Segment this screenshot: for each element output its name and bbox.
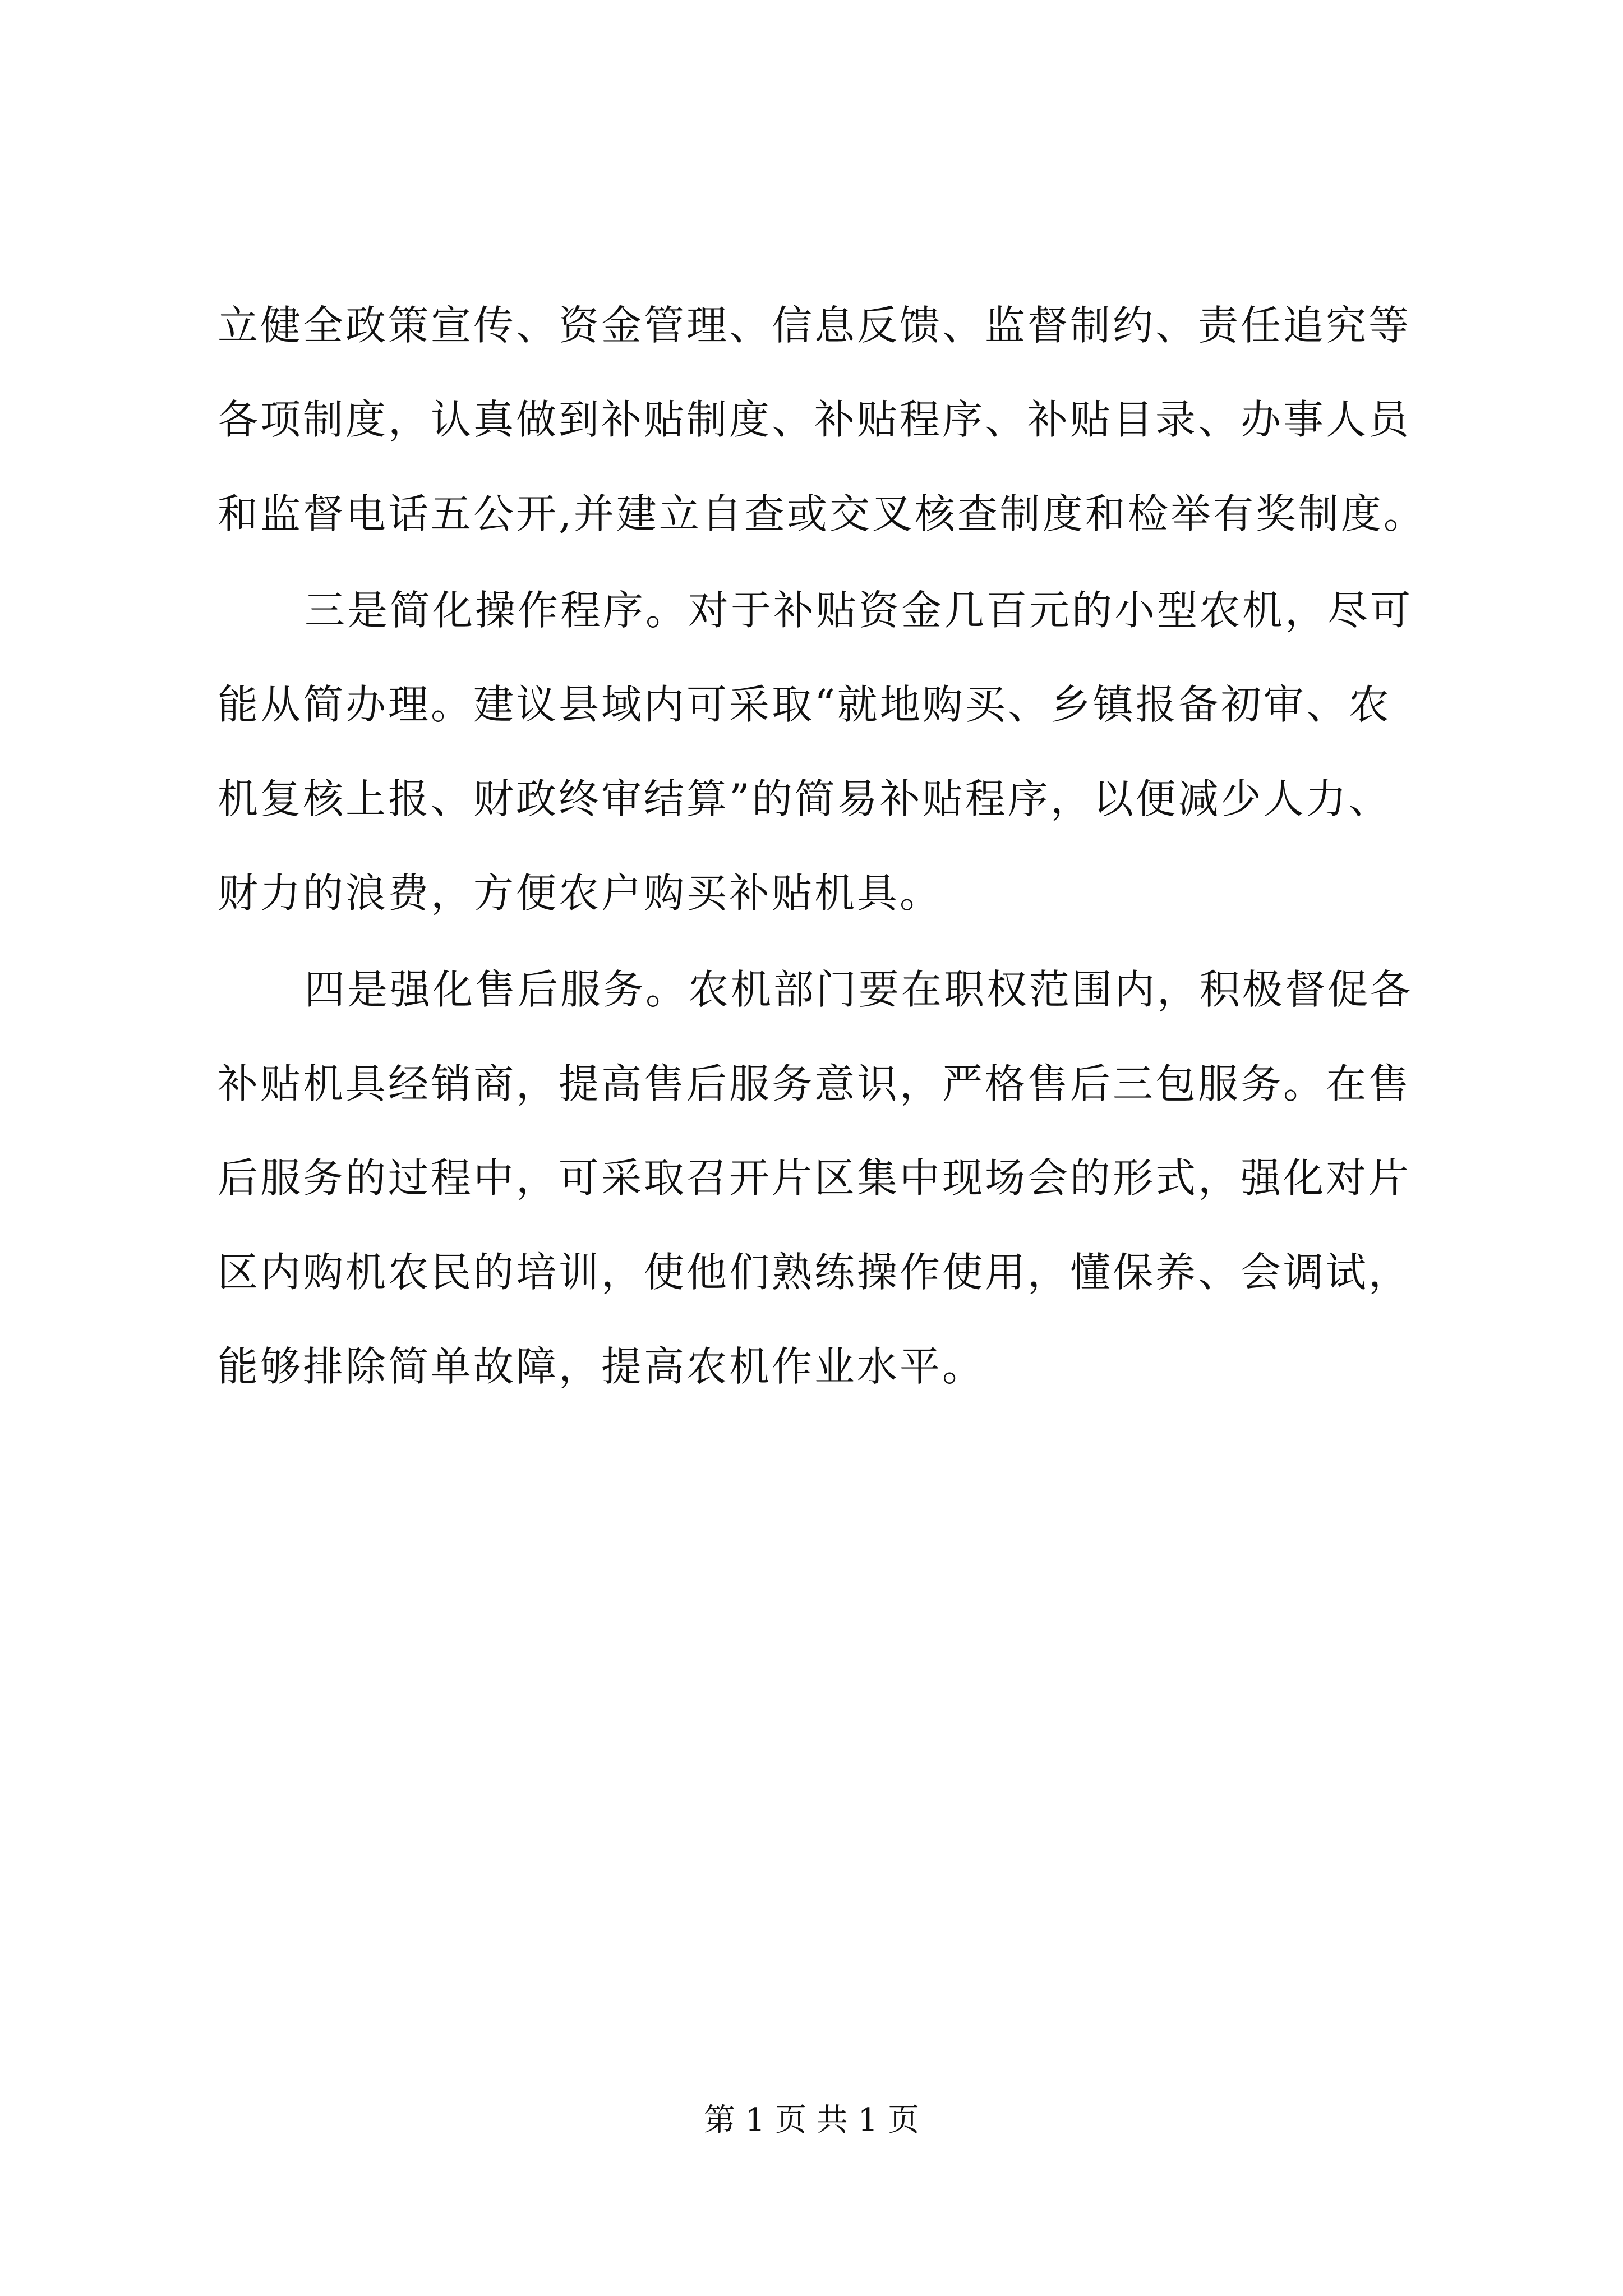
text-line: 机复核上报、财政终审结算”的简易补贴程序，以便减少人力、 (218, 775, 1391, 822)
paragraph-start-line: 四是强化售后服务。农机部门要在职权范围内，积极督促各 (305, 966, 1413, 1013)
text-line: 能够排除简单故障，提高农机作业水平。 (218, 1343, 985, 1390)
paragraph-start-line: 三是简化操作程序。对于补贴资金几百元的小型农机，尽可 (305, 587, 1413, 634)
text-line: 区内购机农民的培训，使他们熟练操作使用，懂保养、会调试， (218, 1249, 1412, 1296)
text-line: 补贴机具经销商，提高售后服务意识，严格售后三包服务。在售 (218, 1060, 1412, 1107)
text-line: 和监督电话五公开,并建立自查或交叉核查制度和检举有奖制度。 (218, 490, 1426, 537)
text-line: 后服务的过程中，可采取召开片区集中现场会的形式，强化对片 (218, 1154, 1412, 1202)
page-footer: 第 1 页 共 1 页 (703, 2102, 920, 2138)
text-line: 财力的浪费，方便农户购买补贴机具。 (218, 869, 943, 917)
text-line: 能从简办理。建议县域内可采取“就地购买、乡镇报备初审、农 (218, 681, 1391, 728)
text-line: 立健全政策宣传、资金管理、信息反馈、监督制约、责任追究等 (218, 302, 1412, 349)
text-line: 各项制度，认真做到补贴制度、补贴程序、补贴目录、办事人员 (218, 396, 1412, 443)
